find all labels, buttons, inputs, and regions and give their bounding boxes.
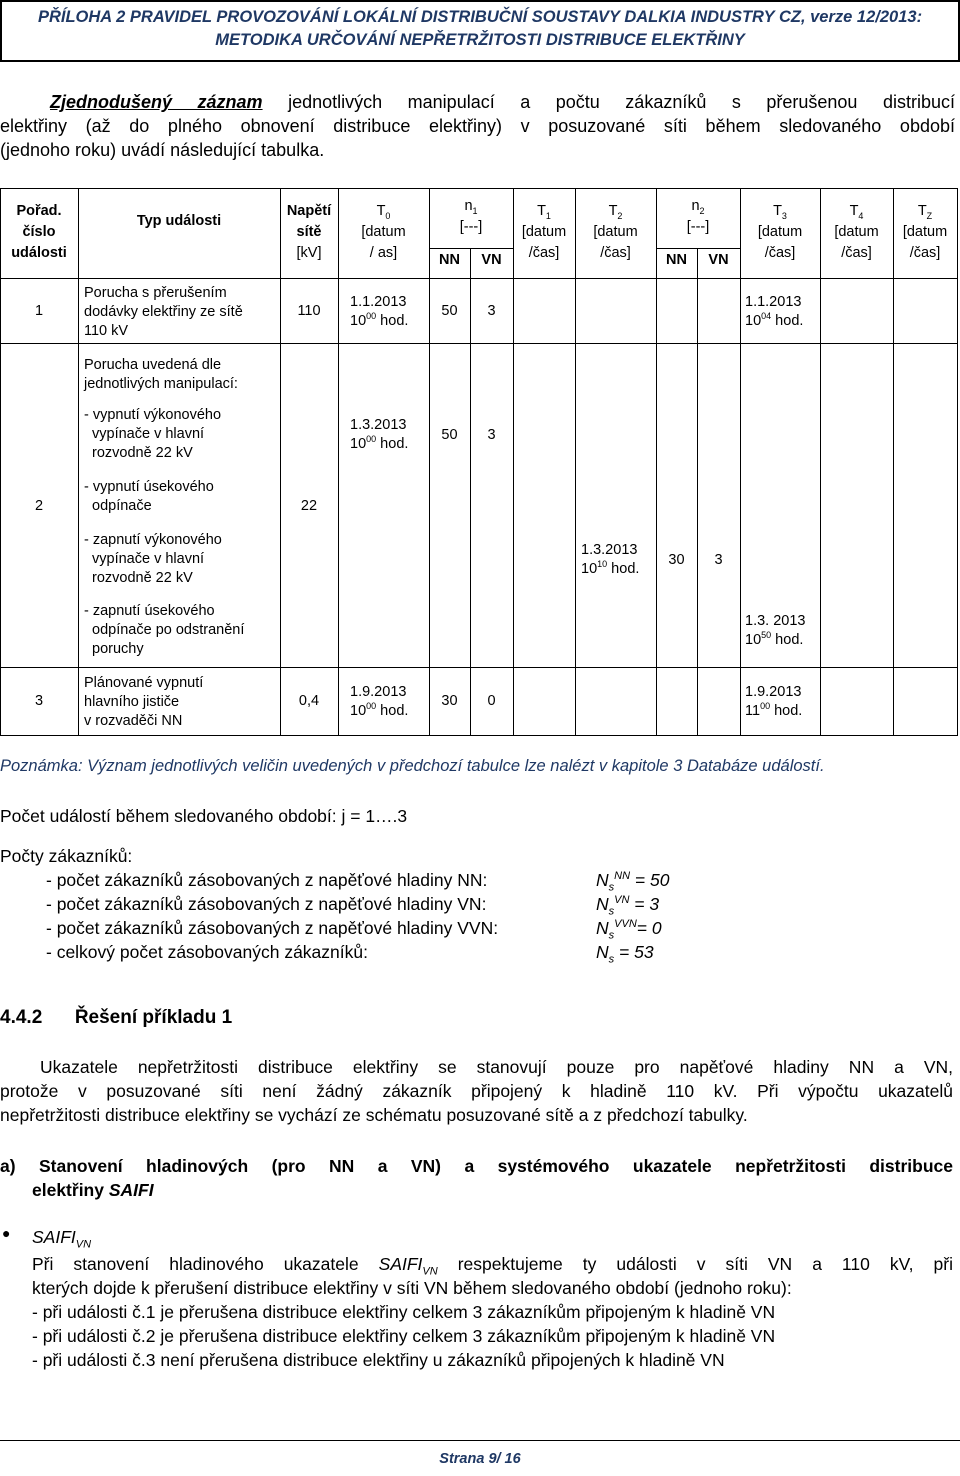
row2-step-1-vn: 3 [487,427,496,443]
row2-step-4-t3: 1.3. 2013 $10^{50}$ hod. [745,613,806,648]
customer-count-formula: $N_s^{VVN}= 0$ [596,918,662,942]
section-para-line-2: protože v posuzované síti není žádný zákazník připojený k hladině 110 kV. Při výpočtu ukazatelů [0,1081,953,1101]
row3-n1-vn: 0 [487,693,496,709]
section-para-line-3: nepřetržitosti distribuce elektřiny se vychází ze schématu posuzované sítě a z předchozí tabulky. [0,1105,748,1125]
subsection-a-line-2: elektřiny SAIFI [32,1180,154,1200]
row1-t0: 1.1.2013 $10^{00}$ hod. [350,294,409,329]
saifi-line-5: - při události č.3 není přerušena distribuce elektřiny u zákazníků připojených k hladině VN [32,1350,725,1370]
row3-n1-nn: 30 [441,693,458,709]
row2-step-3-vn: 3 [714,552,723,568]
events-count: Počet událostí během sledovaného období: j = 1….3 [0,806,408,826]
row2-voltage: 22 [300,498,318,514]
header-tz: $T_Z$ [datum /čas] [902,203,948,261]
row3-voltage: 0,4 [298,693,320,709]
header-line-2: METODIKA URČOVÁNÍ NEPŘETRŽITOSTI DISTRIBUCE ELEKTŘINY [215,31,745,49]
customer-count-label: - počet zákazníků zásobovaných z napěťové hladiny VVN: [46,918,499,938]
header-porad: Pořad. číslo události [11,203,67,261]
customer-count-formula: $N_s = 53$ [596,942,654,966]
customer-count-item [46,917,746,941]
customer-count-label: - celkový počet zásobovaných zákazníků: [46,942,368,962]
customer-count-label: - počet zákazníků zásobovaných z napěťové hladiny VN: [46,894,487,914]
row2-intro: Porucha uvedená dle jednotlivých manipulací: [84,357,238,392]
header-typ: Typ události [136,213,222,229]
bullet-icon: ● [2,1225,11,1241]
saifi-line-3: - při události č.1 je přerušena distribuce elektřiny celkem 3 zákazníkům připojeným k hladině VN [32,1302,776,1322]
header-n2-nn: NN [666,252,687,268]
intro-line-1-text: jednotlivých manipulací a počtu zákazníků s přerušenou distribucí [288,92,955,112]
saifi-line-4: - při události č.2 je přerušena distribuce elektřiny celkem 3 zákazníkům připojeným k hladině VN [32,1326,776,1346]
customer-count-item [46,941,746,965]
customers-title: Počty zákazníků: [0,846,133,866]
row2-step-2: - vypnutí úsekového odpínače [84,479,214,514]
page-number: Strana 9/ 16 [439,1451,521,1467]
customer-count-formula: $N_s^{VN} = 3$ [596,894,660,918]
header-n1-vn: VN [481,252,502,268]
row2-step-4: - zapnutí úsekového odpínače po odstranění poruchy [84,603,245,657]
row1-n1-nn: 50 [441,303,458,319]
footer-divider [0,1440,960,1441]
header-n1: $n_1$ [---] [459,198,483,235]
row3-type: Plánované vypnutí hlavního jističe v rozvaděči NN [84,675,204,729]
row3-t0: 1.9.2013 $10^{00}$ hod. [350,684,409,719]
saifi-term: SAIFI [108,1180,154,1200]
table-note: Poznámka: Význam jednotlivých veličin uvedených v předchozí tabulce lze nalézt v kapitole 3 Databáze událostí. [0,757,825,775]
customer-count-item [46,869,746,893]
row1-voltage: 110 [297,303,321,319]
intro-line-3: (jednoho roku) uvádí následující tabulka. [0,140,325,160]
row1-n1-vn: 3 [487,303,496,319]
intro-line-2: elektřiny (až do plného obnovení distribuce elektřiny) v posuzované síti během sledovaného období [0,116,955,136]
row2-step-3-t2: 1.3.2013 $10^{10}$ hod. [581,542,640,577]
header-t1: $T_1$ [datum /čas] [521,203,567,261]
header-t4: $T_4$ [datum /čas] [834,203,879,261]
intro-lead: Zjednodušený záznam [50,92,263,112]
row3-number: 3 [34,693,44,709]
header-napeti: Napětí sítě [kV] [286,203,332,261]
header-t2: $T_2$ [datum /čas] [593,203,638,261]
section-number: 4.4.2 [0,1007,43,1028]
row2-step-3-nn: 30 [668,552,685,568]
customers-list [46,869,746,965]
section-title: Řešení příkladu 1 [74,1007,233,1028]
section-para-line-1: Ukazatele nepřetržitosti distribuce elektřiny se stanovují pouze pro napěťové hladiny NN a VN, [40,1057,953,1077]
header-line-1: PŘÍLOHA 2 PRAVIDEL PROVOZOVÁNÍ LOKÁLNÍ DISTRIBUČNÍ SOUSTAVY DALKIA INDUSTRY CZ, verze 12/2013: [37,8,923,26]
customer-count-formula: $N_s^{NN} = 50$ [596,870,670,894]
row1-type: Porucha s přerušením dodávky elektřiny ze sítě 110 kV [84,285,243,339]
saifi-line-1: Při stanovení hladinového ukazatele $SAIFI_{VN}$ respektujeme ty události v síti VN a 110 kV, při [32,1254,953,1278]
subsection-a-line-1: a) Stanovení hladinových (pro NN a VN) a systémového ukazatele nepřetržitosti distribuce [0,1156,953,1176]
saifi-line-2: kterých dojde k přerušení distribuce elektřiny v síti VN během sledovaného období (jednoho roku): [32,1278,792,1298]
row3-t3: 1.9.2013 $11^{00}$ hod. [745,684,803,719]
header-n2-vn: VN [708,252,729,268]
row2-step-3: - zapnutí výkonového vypínače v hlavní rozvodně 22 kV [84,532,222,586]
row2-number: 2 [34,498,44,514]
customer-count-label: - počet zákazníků zásobovaných z napěťové hladiny NN: [46,870,488,890]
row1-t3: 1.1.2013 $10^{04}$ hod. [745,294,804,329]
row2-step-1: - vypnutí výkonového vypínače v hlavní rozvodně 22 kV [84,407,222,461]
customer-count-item [46,893,746,917]
header-t0: $T_0$ [datum / as] [361,203,406,261]
saifi-vn-title: $SAIFI_{VN}$ [32,1227,92,1251]
row2-step-1-nn: 50 [441,427,458,443]
header-n1-nn: NN [439,252,460,268]
section-heading [0,1005,232,1031]
row1-number: 1 [34,303,44,319]
header-t3: $T_3$ [datum /čas] [757,203,803,261]
row2-step-1-t0: 1.3.2013 $10^{00}$ hod. [350,417,409,452]
header-n2: $n_2$ [---] [686,198,710,235]
